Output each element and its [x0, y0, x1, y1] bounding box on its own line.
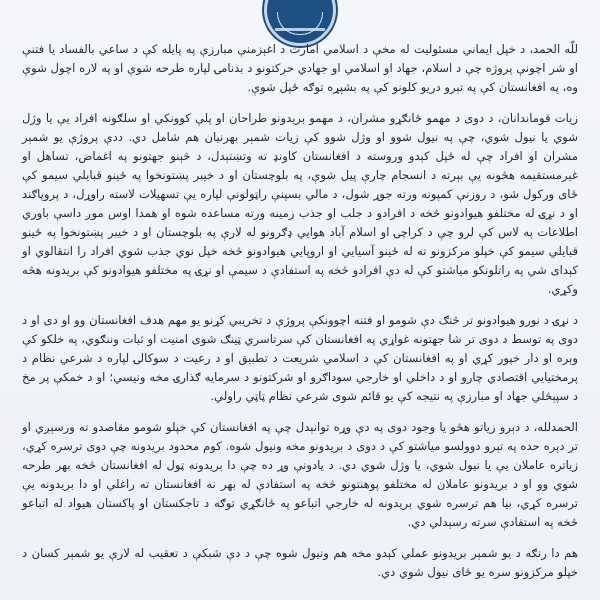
emblem-band: [275, 28, 325, 31]
paragraph-intro: للّه الحمد، د خپل ایماني مسئولیت له مخې د اسلامي امارت د اغېزمنې مبارزې په پایله کې د ساعي بالفساد یا فتنې او شر اچونې پروژه چې د اسلام، جهاد او اسلامي او جهادي حرکتونو د بدنامۍ لپاره طرحه شوې او په لاره اچول شوې وه، په افغانستان کې په تېرو دریو کلونو کې په بشپړه توګه ځپل شوې.: [22, 42, 578, 94]
emblem-ring: [277, 12, 323, 35]
paragraph-prevention: هم دا رنګه د یو شمېر بریدونو عملي کېدو مخه هم ونیول شوه چې د دې شبکې د تعقیب له لارې یو شمېر کسان د خپلو مرکزونو سره یو ځای نیول شوي دي.: [22, 546, 578, 579]
paragraph-outcomes: الحمدلله، د دېرو زیاتو هڅو یا وجود دوی په دې وړه توانېدل چې په افغانستان کې خپلو شومو مقاصدو ته ورسېږي او تر دېره حده په تېرو دوولسو میاشتو کې د دوی د بریدونو مخه ونیول شوه. کوم محدود بریدونه چې دوی ترسره کړي، زیاتره عاملان یې یا نیول شوي، یا وژل شوي دي. د یادونې وړ ده چې دا بریدونه ټول له افغانستان څخه بهر طرحه شوي وو او د بریدونو عاملان له مختلفو پوهنتونو څخه په استفادې له بهر نه افغانستان ته راغلي او دا بریدونه یې ترسره کړي، بیا هم ترسره شوي بریدونه له خارجي اتباعو په ځانګړي توګه د تاجکستان او پاکستان هیواد له اتباعو څخه په استفادې سرته رسېدلي دي.: [22, 420, 578, 529]
paragraph-network-details: زیات قوماندانان، د دوی د مهمو ځانګړو مشران، د مهمو بریدونو طراحان او پلې کوونکي او سلګونه افراد یې یا وژل شوي یا نیول شوي، چې په نیول شوو او وژل شوو کې زیات شمېر بهرنیان هم شامل دي. ددې پروژې یو شمېر مشران او افراد چې له ځپل کېدو وروسته د افغانستان کاونډ ته وتښتېدل، د څېنو جهتونو په اغماض، تساهل او غیرمستقیمه هڅونه یې بېرته د انسجام چارې پیل شوې، په بلوچستان او د خیبر پښتونخوا په ځینو قبایلي سیمو کې ځای ورکول شو، د روزنې کمپونه ورته جوړ شول، د مالي بسپنې راټولونې لپاره یې تسهیلات لاسته راوړل، د پروپاګند او د نړۍ له مختلفو هیوادونو څخه د افرادو د جلب او جذب زمینه ورته مساعده شوه او همدا اوس موږ داسې باوري اطلاعات په لاس کې لرو چې د کراچۍ او اسلام آباد هوایي ډګرونو له لارې په بلوچستان او د خیبر پښتونخوا په ځینو قبایلي سیمو کې خپلو مرکزونو ته له ځینو آسیایي او اروپایي هیوادونو څخه خپل نوي جذب شوي افراد را انتقالوي او کېدای شي په راتلونکو میاشتو کې له دې افرادو څخه په استفادې د سیمې او نړۍ په مختلفو هیوادونو کې بریدونه هڅه وکړي.: [22, 111, 578, 296]
paragraph-objectives: د نړۍ د نورو هیوادونو تر څنګ دې شومو او فتنه اچوونکې پروژې د تخریبي کړنو یو مهم هدف افغانستان وو او دی او د دوی په توسط د دوی تر شا جهتونه غواړي په افغانستان کې سرتاسري ټینګ شوی امنیت او ثبات وننګوي، په خلکو کې وېره او دار خپور کړي او په افغانستان کې د اسلامي شریعت د تطبیق او د رعیت د سوکالۍ لپاره د شرعي نظام د پرمختیایي اقتصادي چارو او د داخلي او خارجي سوداګرو او شرکتونو د سرمایه ګذارۍ مخه ونیسي؛ او د خمکې پر مخ د سپېڅلي جهاد او مبارزې په نتیجه کې یو قائم شوی شرعي نظام ټاټي راولي.: [22, 313, 578, 403]
statement-body: [22, 40, 578, 582]
